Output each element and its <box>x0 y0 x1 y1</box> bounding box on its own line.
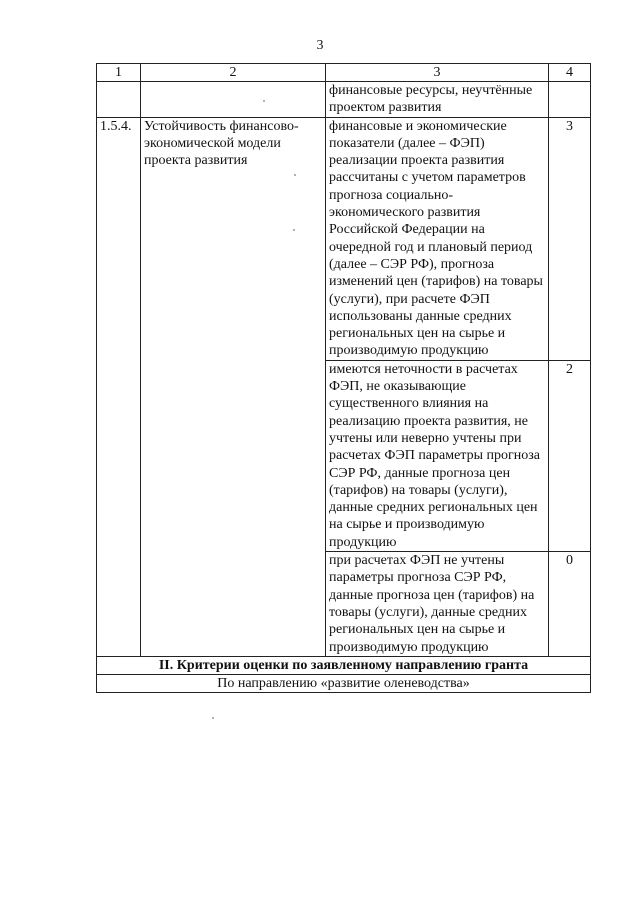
direction-row <box>97 674 591 692</box>
level-description: при расчетах ФЭП не учтены параметры прогноза СЭР РФ, данные прогноза цен (тарифов) на товары (услуги), данные средних региональных цен на сырье и производимую продукцию <box>326 552 549 657</box>
continued-row <box>97 82 591 118</box>
direction-title: По направлению «развитие оленеводства» <box>97 674 591 692</box>
scan-speck <box>293 229 295 231</box>
level-score: 3 <box>549 117 591 360</box>
table-header-row <box>97 64 591 82</box>
level-description: имеются неточности в расчетах ФЭП, не оказывающие существенного влияния на реализацию проекта развития, не учтены или неверно учтены при расчетах ФЭП параметры прогноза СЭР РФ, данные прогноза цен (тарифов) на товары (услуги), данные средних региональных цен на сырье и производимую продукцию <box>326 360 549 551</box>
scan-speck <box>212 717 214 719</box>
continued-score-cell <box>549 82 591 118</box>
column-header-4: 4 <box>549 64 591 82</box>
column-header-1: 1 <box>97 64 141 82</box>
section-row <box>97 656 591 674</box>
criterion-row-level-1 <box>97 117 591 360</box>
continued-description-cell: финансовые ресурсы, неучтённые проектом развития <box>326 82 549 118</box>
column-header-2: 2 <box>141 64 326 82</box>
scan-speck <box>263 100 265 102</box>
section-title: II. Критерии оценки по заявленному направлению гранта <box>97 656 591 674</box>
criterion-code: 1.5.4. <box>97 117 141 656</box>
level-description: финансовые и экономические показатели (далее – ФЭП) реализации проекта развития рассчитаны с учетом параметров прогноза социально-экономического развития Российской Федерации на очередной год и плановый период (далее – СЭР РФ), прогноза изменений цен (тарифов) на товары (услуги), при расчете ФЭП использованы данные средних региональных цен на сырье и производимую продукцию <box>326 117 549 360</box>
level-score: 2 <box>549 360 591 551</box>
criterion-name: Устойчивость финансово-экономической модели проекта развития <box>141 117 326 656</box>
level-score: 0 <box>549 552 591 657</box>
continued-code-cell <box>97 82 141 118</box>
criteria-table <box>96 63 591 693</box>
column-header-3: 3 <box>326 64 549 82</box>
scan-speck <box>294 174 296 176</box>
continued-name-cell <box>141 82 326 118</box>
page-number: 3 <box>316 38 324 53</box>
